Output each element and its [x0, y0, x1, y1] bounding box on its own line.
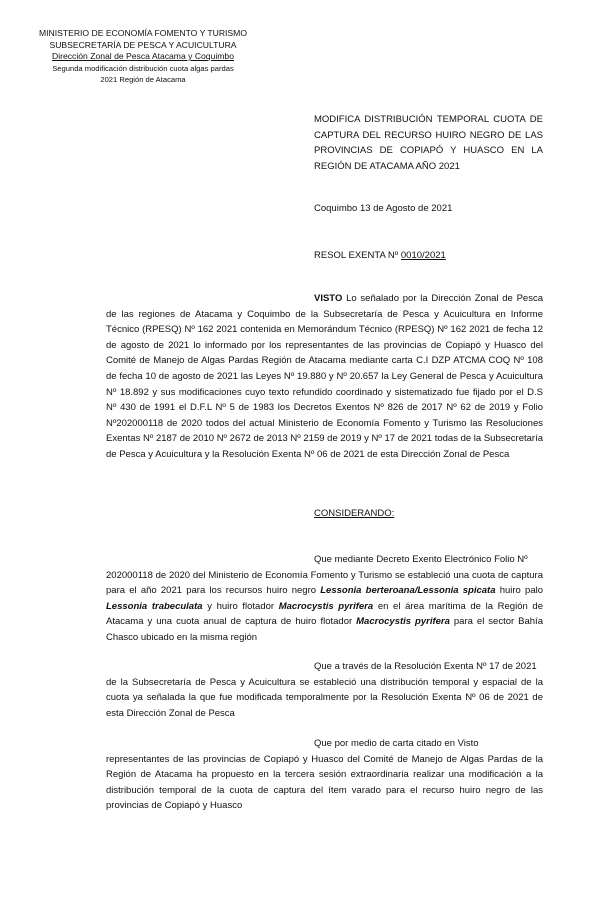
paragraph-1-text-e: para el sector Bahía Chasco ubicado en la misma región [106, 616, 543, 643]
paragraph-1-lead: Que mediante Decreto Exento Electrónico Folio Nº [314, 554, 528, 565]
reference-line-1: Segunda modificación distribución cuota algas pardas [52, 63, 234, 73]
species-name: Macrocystis pyrifera [278, 600, 374, 612]
considerando-paragraph-2 [106, 659, 543, 721]
ministry-name: MINISTERIO DE ECONOMÍA FOMENTO Y TURISMO [38, 28, 248, 38]
paragraph-1-text-c: y huiro flotador [202, 600, 279, 612]
place-date: Coquimbo 13 de Agosto de 2021 [314, 203, 453, 214]
visto-label: VISTO [314, 293, 343, 304]
resolution-prefix: RESOL EXENTA Nº [314, 250, 401, 261]
resolution-number [314, 250, 446, 261]
paragraph-1-text-d: en el área marítima de la Región de Atacama y una cuota anual de captura de huiro flotador [106, 600, 543, 628]
reference-line-2: 2021 Región de Atacama [100, 75, 186, 85]
letterhead [30, 28, 256, 86]
paragraph-3-lead: Que por medio de carta citado en Visto [314, 738, 479, 749]
species-name: Lessonia trabeculata [106, 600, 203, 612]
visto-text: Lo señalado por la Dirección Zonal de Pesca de las regiones de Atacama y Coquimbo de la Subsecretaría de Pesca y Acuicultura en Informe Técnico (RPESQ) Nº 162 2021 contenida en Memorándum Técnico (RPESQ) Nº 162 2021 de fecha 12 de agosto de 2021 lo informado por los representantes de las provincias de Copiapó y Huasco del Comité de Manejo de Algas Pardas Región de Atacama mediante carta C.I DZP ATCMA COQ Nº 108 de fecha 10 de agosto de 2021 las Leyes Nº 19.880 y Nº 20.657 la Ley General de Pesca y Acuicultura Nº 18.892 y sus modificaciones cuyo texto refundido coordinado y sistematizado fue fijado por el D.S Nº 430 de 1991 el D.F.L Nº 5 de 1983 los Decretos Exentos Nº 826 de 2017 Nº 62 de 2019 y Folio Nº202000118 de 2020 todos del actual Ministerio de Economía Fomento y Turismo las Resoluciones Exentas Nº 2187 de 2010 Nº 2672 de 2013 Nº 2159 de 2019 y Nº 17 de 2021 todas de la Subsecretaría de Pesca y Acuicultura y la Resolución Exenta Nº 06 de 2021 de esta Dirección Zonal de Pesca [106, 293, 543, 460]
considerando-paragraph-3 [106, 736, 543, 814]
paragraph-2-text: de la Subsecretaría de Pesca y Acuicultura se estableció una distribución temporal y espacial de la cuota ya señalada la que fue modificada temporalmente por la Resolución Exenta Nº 06 de 2021 de esta Dirección Zonal de Pesca [106, 676, 543, 719]
species-name: Macrocystis pyrifera [356, 616, 450, 628]
paragraph-1-text-a: 202000118 de 2020 del Ministerio de Economía Fomento y Turismo se estableció una cuota de captura para el año 2021 para los recursos huiro negro [106, 569, 543, 597]
paragraph-3-text: representantes de las provincias de Copiapó y Huasco del Comité de Manejo de Algas Pardas de la Región de Atacama ha propuesto en la tercera sesión extraordinaria realizar una modificación a la distribución temporal de la cuota de captura del ítem varado para el recurso huiro negro de las provincias de Copiapó y Huasco [106, 753, 543, 812]
resolution-code: 0010/2021 [400, 250, 446, 261]
direccion-zonal: Dirección Zonal de Pesca Atacama y Coquimbo [52, 51, 234, 62]
species-name: Lessonia berteroana/Lessonia spicata [320, 585, 496, 597]
considerando-paragraph-1 [106, 552, 543, 646]
visto-paragraph [106, 291, 543, 463]
document-title: MODIFICA DISTRIBUCIÓN TEMPORAL CUOTA DE CAPTURA DEL RECURSO HUIRO NEGRO DE LAS PROVINCIAS DE COPIAPÓ Y HUASCO EN LA REGIÓN DE ATACAMA AÑO 2021 [314, 114, 543, 172]
subsecretaria-name: SUBSECRETARÍA DE PESCA Y ACUICULTURA [49, 39, 237, 50]
paragraph-1-text-b: huiro palo [495, 585, 544, 597]
paragraph-2-lead: Que a través de la Resolución Exenta Nº 17 de 2021 [314, 661, 537, 672]
considerando-heading: CONSIDERANDO: [314, 508, 395, 519]
